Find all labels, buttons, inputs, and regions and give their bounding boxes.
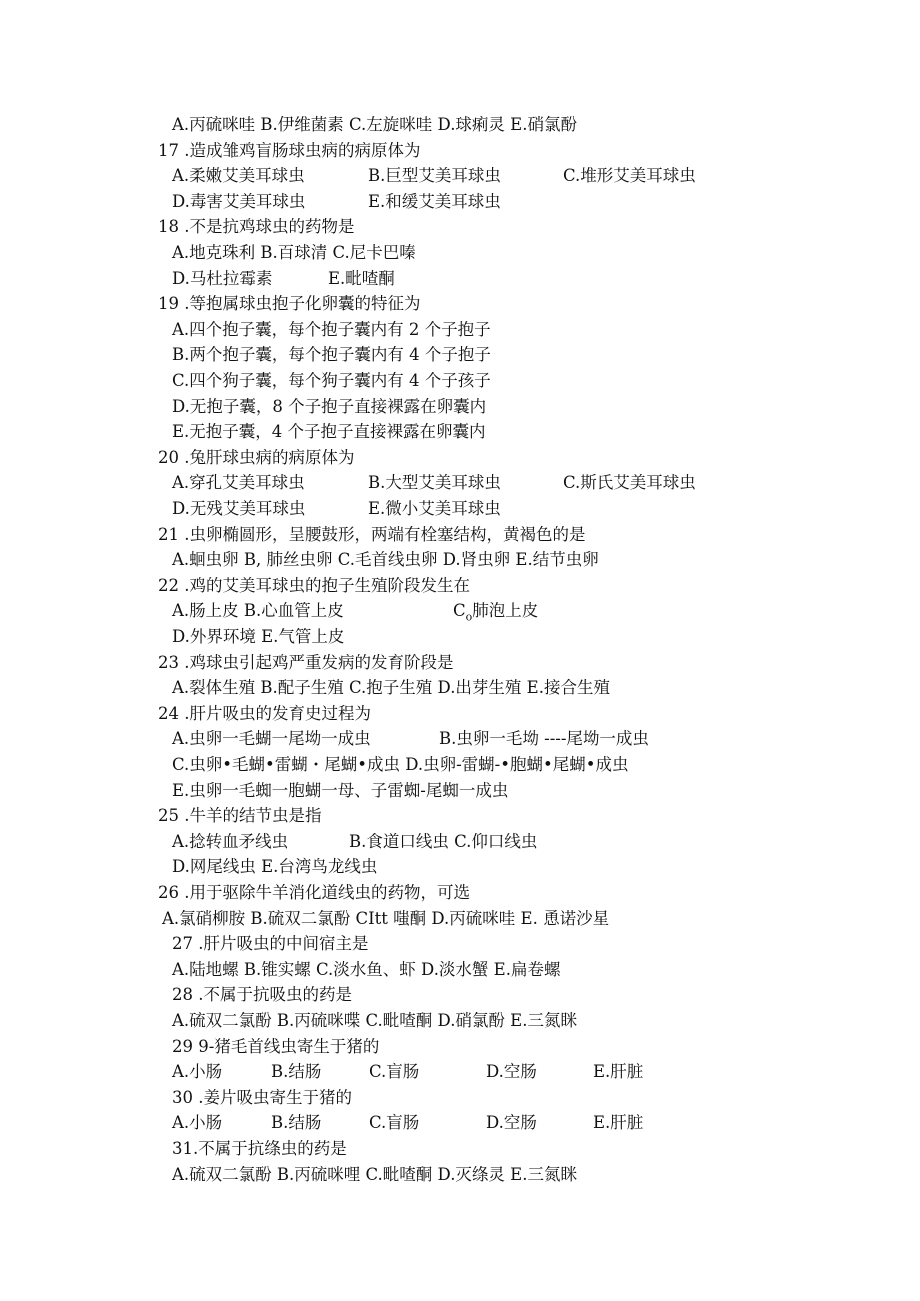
- question-stem: 22 .鸡的艾美耳球虫的抱子生殖阶段发生在: [158, 576, 470, 595]
- answer-options: D.无抱子囊，8 个子抱子直接裸露在卵囊内: [172, 397, 487, 416]
- option-cell: B.结肠: [271, 1113, 322, 1132]
- answer-options: A.四个抱子囊，每个抱子囊内有 2 个子抱子: [172, 320, 491, 339]
- option-cell: E.肝脏: [593, 1062, 644, 1081]
- question-stem: 24 .肝片吸虫的发育史过程为: [158, 704, 371, 723]
- answer-options: A.蛔虫卵 B, 肺丝虫卵 C.毛首线虫卵 D.肾虫卵 E.结节虫卵: [172, 550, 599, 569]
- question-stem: 18 .不是抗鸡球虫的药物是: [158, 217, 355, 236]
- option-cell: D.空肠: [486, 1062, 537, 1081]
- option-cell: E.肝脏: [593, 1113, 644, 1132]
- answer-options: A.氯硝柳胺 B.硫双二氯酚 CItt 嗤酮 D.丙硫咪哇 E. 恿诺沙星: [162, 909, 610, 928]
- option-cell: E.微小艾美耳球虫: [368, 499, 501, 518]
- option-cell: C.斯氏艾美耳球虫: [563, 473, 696, 492]
- question-stem: 29 9-猪毛首线虫寄生于猪的: [172, 1037, 380, 1056]
- answer-options: A.硫双二氯酚 B.丙硫咪哩 C.毗喳酮 D.灭绦灵 E.三氮眯: [172, 1165, 577, 1184]
- answer-options: E.虫卵一毛蜘一胞蝴一母、子雷蜘-尾蜘一成虫: [172, 781, 509, 800]
- option-cell: C.盲肠: [369, 1062, 420, 1081]
- option-cell: A.虫卵一毛蝴一尾坳一成虫: [172, 729, 371, 748]
- option-cell: A.柔嫩艾美耳球虫: [172, 166, 305, 185]
- option-cell: E.和缓艾美耳球虫: [368, 192, 501, 211]
- question-stem: 31.不属于抗绦虫的药是: [172, 1139, 347, 1158]
- option-cell: C.堆形艾美耳球虫: [563, 166, 696, 185]
- answer-options: A.陆地螺 B.锥实螺 C.淡水鱼、虾 D.淡水蟹 E.扁卷螺: [172, 960, 561, 979]
- option-cell: C.盲肠: [369, 1113, 420, 1132]
- option-cell: B.大型艾美耳球虫: [368, 473, 501, 492]
- answer-options: D.网尾线虫 E.台湾鸟龙线虫: [172, 857, 378, 876]
- option-cell: A.穿孔艾美耳球虫: [172, 473, 305, 492]
- option-cell: D.无残艾美耳球虫: [172, 499, 306, 518]
- question-stem: 25 .牛羊的结节虫是指: [158, 806, 322, 825]
- option-cell: A.小肠: [172, 1113, 223, 1132]
- option-cell: D.毒害艾美耳球虫: [172, 192, 306, 211]
- option-text: 肺泡上皮: [472, 601, 539, 620]
- question-stem: 19 .等抱属球虫抱子化卵囊的特征为: [158, 294, 421, 313]
- option-cell: B.巨型艾美耳球虫: [368, 166, 501, 185]
- option-cell: D.空肠: [486, 1113, 537, 1132]
- answer-options: A.硫双二氯酚 B.丙硫咪喋 C.毗喳酮 D.硝氯酚 E.三氮眯: [172, 1011, 577, 1030]
- option-letter: C: [453, 601, 466, 620]
- question-stem: 26 .用于驱除牛羊消化道线虫的药物，可选: [158, 883, 470, 902]
- option-cell: B.结肠: [271, 1062, 322, 1081]
- answer-options: A.丙硫咪哇 B.伊维菌素 C.左旋咪哇 D.球痢灵 E.硝氯酚: [172, 115, 577, 134]
- answer-options: E.无抱子囊，4 个子抱子直接裸露在卵囊内: [172, 422, 486, 441]
- question-stem: 20 .兔肝球虫病的病原体为: [158, 448, 355, 467]
- answer-options: A.裂体生殖 B.配子生殖 C.抱子生殖 D.出芽生殖 E.接合生殖: [172, 678, 610, 697]
- subscript-mark: o: [465, 610, 473, 624]
- question-stem: 21 .虫卵椭圆形，呈腰鼓形，两端有栓塞结构，黄褐色的是: [158, 525, 586, 544]
- option-cell: D.马杜拉霉素: [172, 269, 273, 288]
- question-stem: 17 .造成雏鸡盲肠球虫病的病原体为: [158, 141, 421, 160]
- answer-options: C.四个狗子囊，每个狗子囊内有 4 个子孩子: [172, 371, 491, 390]
- question-stem: 28 .不属于抗吸虫的药是: [172, 985, 352, 1004]
- answer-options: A.地克珠利 B.百球清 C.尼卡巴嗪: [172, 243, 416, 262]
- option-cell: [453, 599, 538, 629]
- option-cell: E.毗喳酮: [328, 269, 395, 288]
- question-stem: 27 .肝片吸虫的中间宿主是: [172, 934, 369, 953]
- question-stem: 23 .鸡球虫引起鸡严重发病的发育阶段是: [158, 653, 454, 672]
- option-cell: A.小肠: [172, 1062, 223, 1081]
- option-cell: B.虫卵一毛坳 ----尾坳一成虫: [439, 729, 649, 748]
- option-cell: A.肠上皮 B.心血管上皮: [172, 601, 344, 620]
- option-cell: A.捻转血矛线虫: [172, 832, 289, 851]
- answer-options: C.虫卵•毛蝴•雷蝴・尾蝴•成虫 D.虫卵-雷蝴-•胞蝴•尾蝴•成虫: [172, 755, 629, 774]
- answer-options: B.两个抱子囊，每个抱子囊内有 4 个子抱子: [172, 345, 491, 364]
- option-cell: B.食道口线虫 C.仰口线虫: [349, 832, 538, 851]
- answer-options: D.外界环境 E.气管上皮: [172, 627, 345, 646]
- question-stem: 30 .姜片吸虫寄生于猪的: [172, 1088, 352, 1107]
